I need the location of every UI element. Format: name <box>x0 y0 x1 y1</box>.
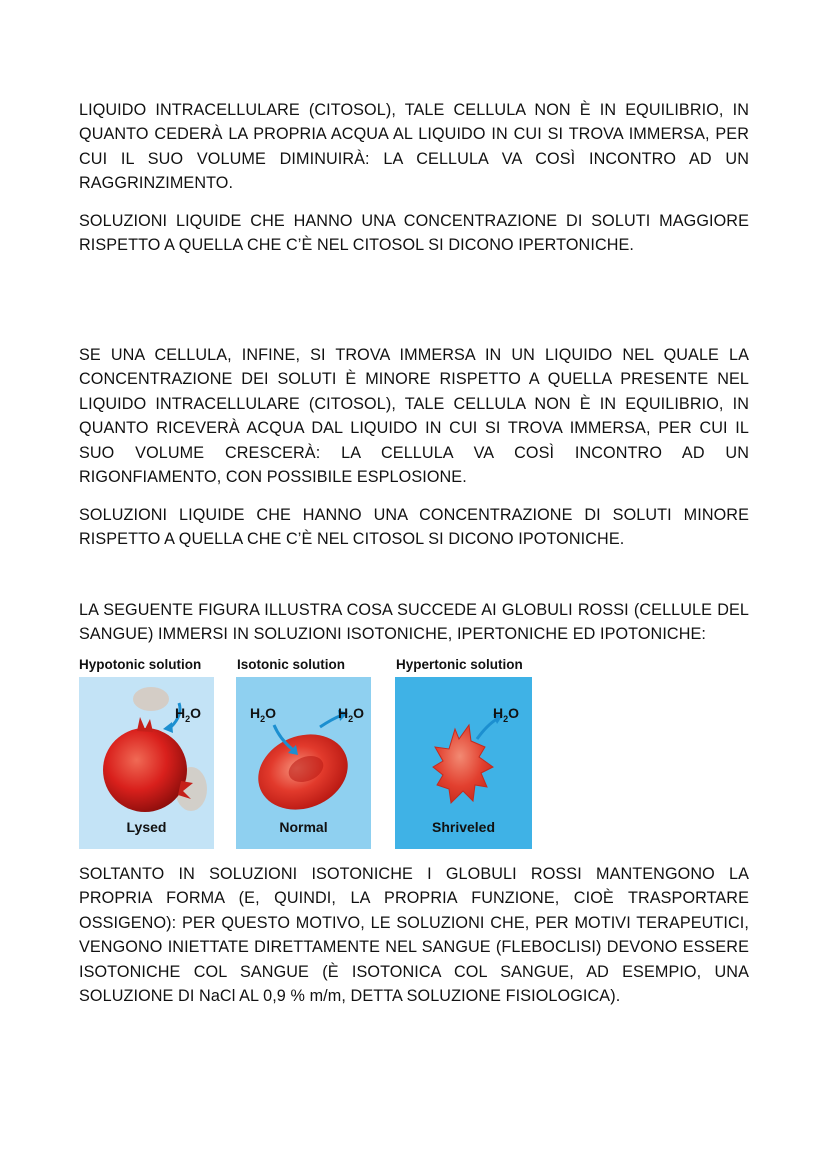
panel-isotonic <box>236 677 371 849</box>
panel-title-hypotonic: Hypotonic solution <box>79 657 202 672</box>
red-blood-cells-figure <box>79 655 539 851</box>
swollen-cell <box>103 728 187 812</box>
paragraph-figure-intro: LA SEGUENTE FIGURA ILLUSTRA COSA SUCCEDE AI GLOBULI ROSSI (CELLULE DEL SANGUE) IMMERSI IN SOLUZIONI ISOTONICHE, IPERTONICHE ED IPOTONICHE: <box>79 601 749 644</box>
paragraph-hypertonic-effect: LIQUIDO INTRACELLULARE (CITOSOL), TALE CELLULA NON È IN EQUILIBRIO, IN QUANTO CEDERÀ LA PROPRIA ACQUA AL LIQUIDO IN CUI SI TROVA IMMERSA, PER CUI IL SUO VOLUME DIMINUIRÀ: LA CELLULA VA COSÌ INCONTRO AD UN RAGGRINZIMENTO. <box>79 101 749 193</box>
panel-hypotonic <box>79 677 214 849</box>
water-label-hypertonic: $H_2O$ <box>493 705 520 724</box>
label-normal: Normal <box>279 819 328 835</box>
panel-hypertonic <box>395 677 532 849</box>
water-label-isotonic-in: $H_2O$ <box>250 705 277 724</box>
paragraph-hypertonic-definition: SOLUZIONI LIQUIDE CHE HANNO UNA CONCENTRAZIONE DI SOLUTI MAGGIORE RISPETTO A QUELLA CHE C’È NEL CITOSOL SI DICONO IPERTONICHE. <box>79 212 749 255</box>
panel-title-isotonic: Isotonic solution <box>237 657 345 672</box>
paragraph-conclusion: SOLTANTO IN SOLUZIONI ISOTONICHE I GLOBULI ROSSI MANTENGONO LA PROPRIA FORMA (E, QUINDI, LA PROPRIA FUNZIONE, CIOÈ TRASPORTARE OSSIGENO): PER QUESTO MOTIVO, LE SOLUZIONI CHE, PER MOTIVI TERAPEUTICI, VENGONO INIETTATE DIRETTAMENTE NEL SANGUE (FLEBOCLISI) DEVONO ESSERE ISOTONICHE COL SANGUE (È ISOTONICA COL SANGUE, AD ESEMPIO, UNA SOLUZIONE DI NaCl AL 0,9 % m/m, DETTA SOLUZIONE FISIOLOGICA). <box>79 865 749 1006</box>
paragraph-hypotonic-effect: SE UNA CELLULA, INFINE, SI TROVA IMMERSA IN UN LIQUIDO NEL QUALE LA CONCENTRAZIONE DEI SOLUTI È MINORE RISPETTO A QUELLA PRESENTE NEL LIQUIDO INTRACELLULARE (CITOSOL), TALE CELLULA NON È IN EQUILIBRIO, IN QUANTO RICEVERÀ ACQUA DAL LIQUIDO IN CUI SI TROVA IMMERSA, PER CUI IL SUO VOLUME CRESCERÀ: LA CELLULA VA COSÌ INCONTRO AD UN RIGONFIAMENTO, CON POSSIBILE ESPLOSIONE. <box>79 346 749 487</box>
water-label-isotonic-out: $H_2O$ <box>338 705 365 724</box>
label-lysed: Lysed <box>126 819 167 835</box>
label-shriveled: Shriveled <box>431 819 496 835</box>
panel-title-hypertonic: Hypertonic solution <box>396 657 523 672</box>
leak-cloud-top <box>133 687 169 711</box>
water-label-hypotonic: $H_2O$ <box>175 705 202 724</box>
paragraph-hypotonic-definition: SOLUZIONI LIQUIDE CHE HANNO UNA CONCENTRAZIONE DI SOLUTI MINORE RISPETTO A QUELLA CHE C’È NEL CITOSOL SI DICONO IPOTONICHE. <box>79 506 749 549</box>
